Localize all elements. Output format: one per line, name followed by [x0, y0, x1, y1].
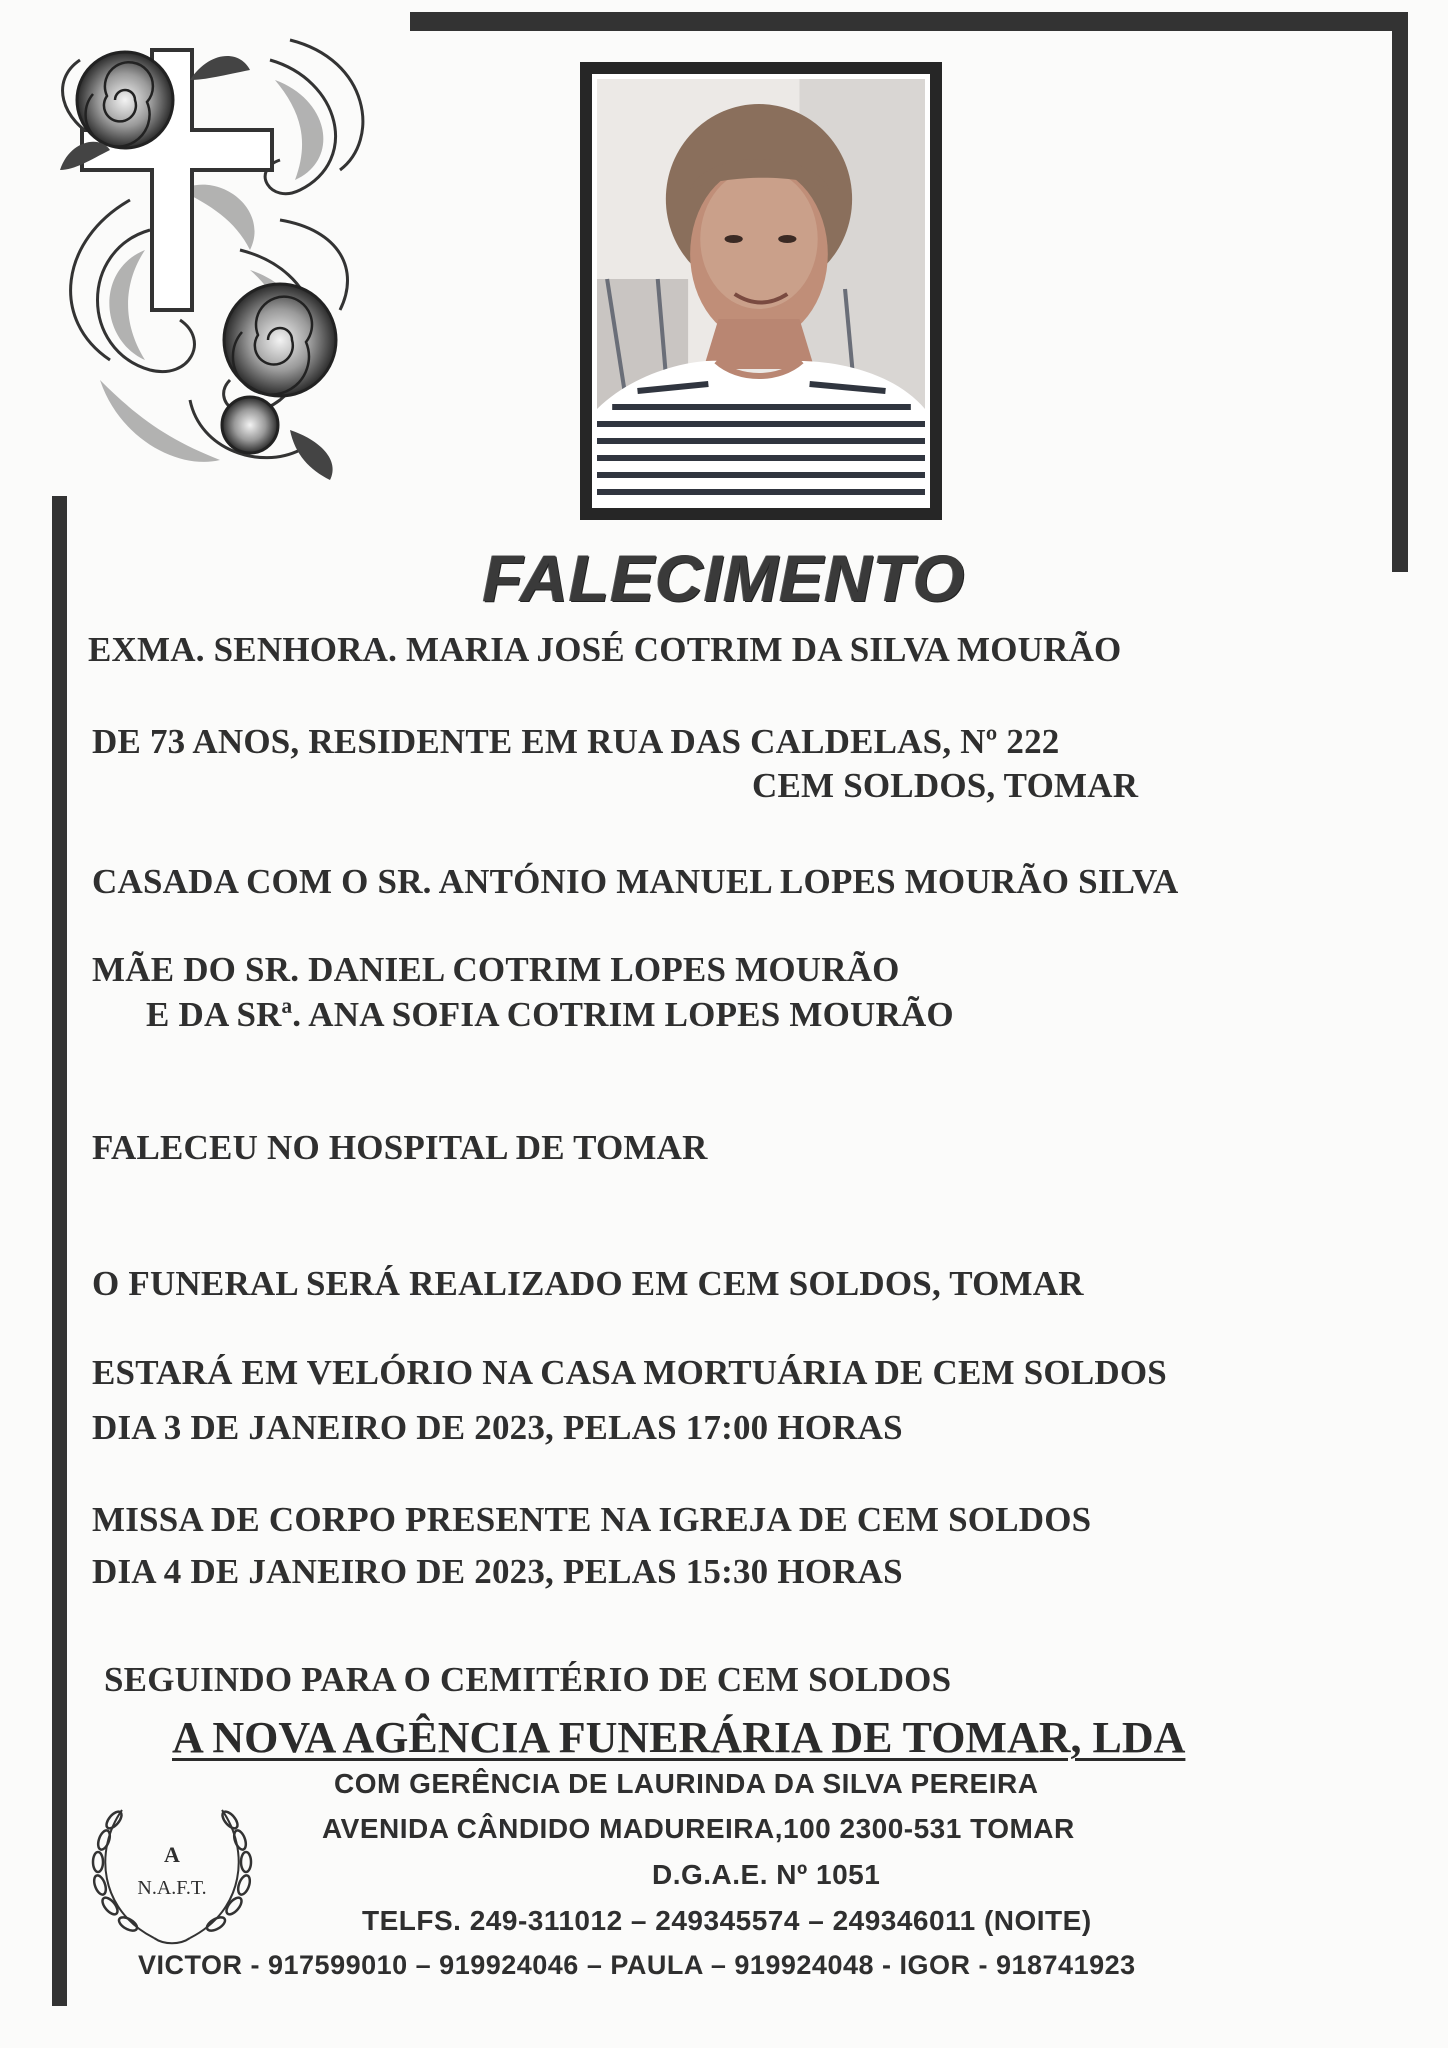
portrait-photo-frame [580, 62, 942, 520]
logo-letter: A [164, 1842, 180, 1867]
agency-name: A NOVA AGÊNCIA FUNERÁRIA DE TOMAR, LDA [172, 1713, 1186, 1762]
mass-date-line: DIA 4 DE JANEIRO DE 2023, PELAS 15:30 HORAS [92, 1552, 903, 1591]
agency-contacts: VICTOR - 917599010 – 919924046 – PAULA – 919924048 - IGOR - 918741923 [138, 1950, 1136, 1980]
agency-address: AVENIDA CÂNDIDO MADUREIRA,100 2300-531 TOMAR [322, 1813, 1075, 1844]
frame-right-bar [1392, 12, 1408, 572]
wake-line: ESTARÁ EM VELÓRIO NA CASA MORTUÁRIA DE CEM SOLDOS [92, 1353, 1167, 1392]
page-title: FALECIMENTO [482, 541, 966, 615]
portrait-photo [592, 74, 930, 508]
deceased-name-line: EXMA. SENHORA. MARIA JOSÉ COTRIM DA SILVA MOURÃO [88, 630, 1122, 669]
frame-left-bar [52, 496, 67, 2006]
cross-with-roses-icon [40, 20, 370, 490]
death-place-line: FALECEU NO HOSPITAL DE TOMAR [92, 1128, 708, 1167]
logo-text: N.A.F.T. [137, 1877, 207, 1899]
mass-line: MISSA DE CORPO PRESENTE NA IGREJA DE CEM SOLDOS [92, 1500, 1092, 1539]
agency-dgae: D.G.A.E. Nº 1051 [652, 1859, 881, 1890]
address-line: CEM SOLDOS, TOMAR [752, 766, 1139, 805]
spouse-line: CASADA COM O SR. ANTÓNIO MANUEL LOPES MOURÃO SILVA [92, 862, 1179, 901]
age-residence-line: DE 73 ANOS, RESIDENTE EM RUA DAS CALDELAS, Nº 222 [92, 722, 1060, 761]
children-line-1: MÃE DO SR. DANIEL COTRIM LOPES MOURÃO [92, 950, 900, 989]
frame-top-bar [410, 12, 1408, 31]
wake-date-line: DIA 3 DE JANEIRO DE 2023, PELAS 17:00 HORAS [92, 1408, 903, 1447]
agency-phones: TELFS. 249-311012 – 249345574 – 249346011 (NOITE) [362, 1905, 1092, 1936]
cemetery-line: SEGUINDO PARA O CEMITÉRIO DE CEM SOLDOS [104, 1660, 952, 1699]
funeral-line: O FUNERAL SERÁ REALIZADO EM CEM SOLDOS, TOMAR [92, 1264, 1084, 1303]
agency-management: COM GERÊNCIA DE LAURINDA DA SILVA PEREIRA [334, 1768, 1039, 1799]
children-line-2: E DA SRª. ANA SOFIA COTRIM LOPES MOURÃO [146, 995, 954, 1034]
laurel-wreath-icon [74, 1790, 270, 1950]
